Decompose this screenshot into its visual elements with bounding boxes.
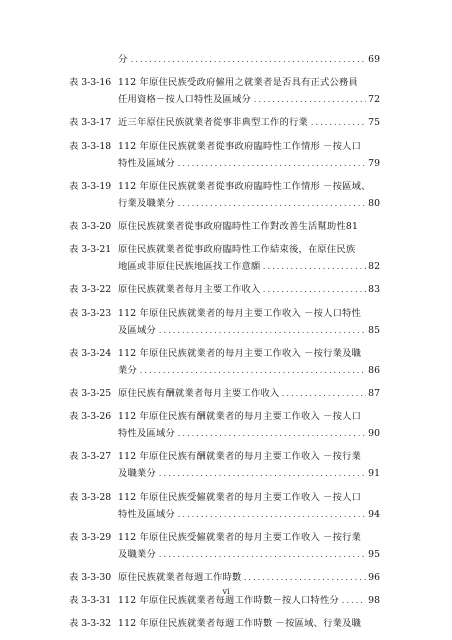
dot-leader xyxy=(177,508,366,522)
table-number: 表 3-3-30 xyxy=(69,572,112,583)
toc-entry[interactable] xyxy=(0,508,452,522)
table-number: 表 3-3-22 xyxy=(69,284,112,296)
toc-entry[interactable] xyxy=(0,157,452,171)
toc-entry[interactable] xyxy=(0,307,452,321)
table-number: 表 3-3-16 xyxy=(69,77,112,89)
table-title: 分 xyxy=(118,54,128,65)
table-number: 表 3-3-31 xyxy=(69,595,112,607)
table-number: 表 3-3-17 xyxy=(69,117,112,129)
dot-leader xyxy=(177,427,366,441)
table-title: 任用資格－按人口特性及區域分 xyxy=(118,94,251,106)
table-title: 及職業分 xyxy=(118,548,156,560)
table-title: 112 年原住民族就業者的每月主要工作收入 －按人口特性 xyxy=(118,307,362,319)
dot-leader xyxy=(310,116,366,130)
table-title: 112 年原住民族有酬就業者的每月主要工作收入 －按行業 xyxy=(118,451,362,463)
toc-entry[interactable] xyxy=(0,491,452,505)
page-number: 80 xyxy=(368,197,380,209)
page-number: 85 xyxy=(368,324,380,336)
table-title: 特性及區域分 xyxy=(118,157,175,169)
table-title: 112 年原住民族就業者從事政府臨時性工作情形 －按區域、 xyxy=(118,180,371,192)
dot-leader xyxy=(158,548,366,562)
table-title: 特性及區域分 xyxy=(118,428,175,440)
table-number: 表 3-3-18 xyxy=(69,140,112,152)
toc-entry[interactable] xyxy=(0,140,452,154)
table-number: 表 3-3-21 xyxy=(69,244,112,256)
toc-entry[interactable] xyxy=(0,571,452,585)
toc-entry[interactable] xyxy=(0,364,452,378)
toc-entry[interactable] xyxy=(0,180,452,194)
table-title: 業分 xyxy=(118,364,137,376)
table-title: 及區域分 xyxy=(118,324,156,336)
dot-leader xyxy=(139,364,366,378)
dot-leader xyxy=(253,93,366,107)
table-title: 112 年原住民族有酬就業者的每月主要工作收入 －按人口 xyxy=(118,411,362,423)
toc-entry[interactable] xyxy=(0,93,452,107)
page-number: 83 xyxy=(368,284,380,296)
dot-leader xyxy=(262,260,366,274)
table-title: 原住民族就業者從事政府臨時性工作結束後，在原住民族 xyxy=(118,244,356,256)
table-title: 原住民族就業者每週工作時數 xyxy=(118,572,242,583)
table-title: 原住民族就業者從事政府臨時性工作對改善生活幫助性81 xyxy=(118,221,359,232)
toc-entry[interactable] xyxy=(0,467,452,481)
table-title: 原住民族就業者每月主要工作收入 xyxy=(118,284,261,296)
page-number: 90 xyxy=(368,428,380,440)
dot-leader xyxy=(341,594,366,608)
table-number: 表 3-3-24 xyxy=(69,347,112,359)
table-title: 112 年原住民族受僱就業者的每月主要工作收入 －按行業 xyxy=(118,531,362,543)
table-title: 原住民族有酬就業者每月主要工作收入 xyxy=(118,388,280,399)
toc-entry[interactable] xyxy=(0,324,452,338)
toc-entry[interactable] xyxy=(0,410,452,424)
table-number: 表 3-3-32 xyxy=(69,618,112,630)
page-footer-number: vi xyxy=(222,587,230,596)
toc-entry[interactable] xyxy=(0,197,452,211)
dot-leader xyxy=(243,571,366,585)
table-title: 112 年原住民族就業者每週工作時數 －按區域、行業及職 xyxy=(118,618,362,630)
toc-entry[interactable] xyxy=(0,76,452,90)
toc-entry[interactable] xyxy=(0,53,452,67)
table-number: 表 3-3-27 xyxy=(69,451,112,463)
toc-entry[interactable] xyxy=(0,243,452,257)
table-number: 表 3-3-20 xyxy=(69,221,112,232)
page-number: 91 xyxy=(368,468,380,480)
page-number: 86 xyxy=(368,364,380,376)
table-title: 112 年原住民族受政府僱用之就業者是否具有正式公務員 xyxy=(118,77,358,89)
toc-entry[interactable] xyxy=(0,548,452,562)
dot-leader xyxy=(281,387,366,401)
page-number: 96 xyxy=(368,572,380,583)
table-title: 112 年原住民族就業者的每月主要工作收入 －按行業及職 xyxy=(118,347,362,359)
page-number: 75 xyxy=(368,117,380,129)
dot-leader xyxy=(130,53,366,67)
table-title: 行業及職業分 xyxy=(118,197,175,209)
toc-entry[interactable] xyxy=(0,347,452,361)
table-number: 表 3-3-28 xyxy=(69,491,112,503)
toc-entry[interactable] xyxy=(0,387,452,401)
page-number: 72 xyxy=(368,94,380,106)
toc-entry[interactable] xyxy=(0,260,452,274)
table-number: 表 3-3-25 xyxy=(69,388,112,399)
table-title: 112 年原住民族就業者每週工作時數－按人口特性分 xyxy=(118,595,339,607)
page-number: 82 xyxy=(368,261,380,273)
toc-entry[interactable] xyxy=(0,116,452,130)
table-title: 112 年原住民族就業者從事政府臨時性工作情形 －按人口 xyxy=(118,140,362,152)
dot-leader xyxy=(158,467,366,481)
table-number: 表 3-3-26 xyxy=(69,411,112,423)
toc-entry[interactable] xyxy=(0,450,452,464)
toc-entry[interactable] xyxy=(0,531,452,545)
page-number: 98 xyxy=(368,595,380,607)
page-number: 94 xyxy=(368,508,380,520)
toc-entry[interactable] xyxy=(0,220,452,234)
dot-leader xyxy=(177,157,366,171)
table-number: 表 3-3-29 xyxy=(69,531,112,543)
toc-entry[interactable] xyxy=(0,283,452,297)
table-number: 表 3-3-23 xyxy=(69,307,112,319)
page-number: 69 xyxy=(368,54,380,65)
toc-entry[interactable] xyxy=(0,617,452,631)
toc-entry[interactable] xyxy=(0,427,452,441)
page-number: 79 xyxy=(368,157,380,169)
dot-leader xyxy=(177,197,366,211)
table-title: 112 年原住民族受僱就業者的每月主要工作收入 －按人口 xyxy=(118,491,362,503)
table-number: 表 3-3-19 xyxy=(69,180,112,192)
page-number: 95 xyxy=(368,548,380,560)
page-number: 87 xyxy=(368,388,380,399)
table-title: 地區或非原住民族地區找工作意願 xyxy=(118,261,261,273)
dot-leader xyxy=(158,324,366,338)
toc-entry[interactable] xyxy=(0,594,452,608)
table-title: 近三年原住民族就業者從事非典型工作的行業 xyxy=(118,117,308,129)
dot-leader xyxy=(262,283,366,297)
table-title: 及職業分 xyxy=(118,468,156,480)
table-title: 特性及區域分 xyxy=(118,508,175,520)
